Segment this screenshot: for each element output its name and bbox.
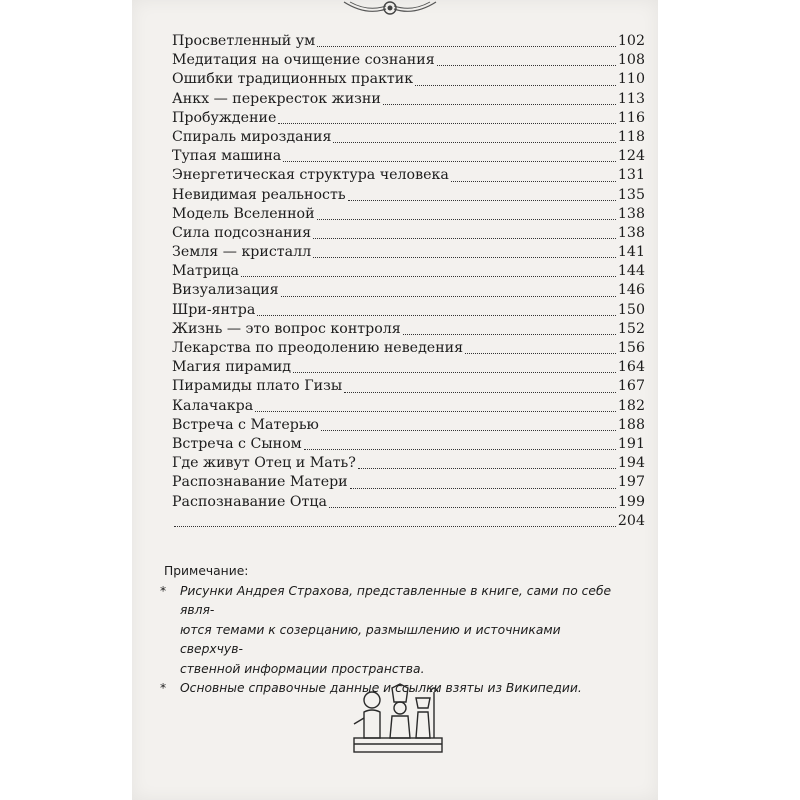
egyptian-figure-illustration <box>350 678 446 756</box>
toc-entry-title: Анкх — перекресток жизни <box>172 90 381 107</box>
toc-dot-leader <box>313 237 616 239</box>
toc-entry-title: Модель Вселенной <box>172 205 315 222</box>
toc-dot-leader <box>257 314 616 316</box>
toc-entry-title: Калачакра <box>172 397 254 414</box>
toc-entry-page: 138 <box>617 205 645 222</box>
toc-entry-page: 204 <box>617 512 645 529</box>
toc-dot-leader <box>383 103 616 105</box>
toc-entry-page: 164 <box>617 359 645 376</box>
toc-entry-page: 194 <box>617 455 645 472</box>
toc-entry-title: Визуализация <box>172 282 279 299</box>
toc-entry-title: Распознавание Отца <box>172 493 327 510</box>
toc-dot-leader <box>329 506 616 508</box>
toc-entry <box>172 224 645 243</box>
toc-entry-title: Невидимая реальность <box>172 186 346 203</box>
toc-entry-title: Тупая машина <box>172 148 282 165</box>
toc-entry-page: 110 <box>617 71 645 88</box>
toc-dot-leader <box>403 333 616 335</box>
toc-dot-leader <box>321 429 616 431</box>
toc-entry <box>172 454 645 473</box>
toc-dot-leader <box>283 160 616 162</box>
toc-entry <box>172 128 645 147</box>
toc-entry-page: 116 <box>617 109 645 126</box>
toc-dot-leader <box>304 448 616 450</box>
toc-entry-title: Ошибки традиционных практик <box>172 71 414 88</box>
toc-entry-title: Распознавание Матери <box>172 474 348 491</box>
toc-entry-title: Земля — кристалл <box>172 244 312 261</box>
toc-entry-page: 141 <box>617 244 645 261</box>
toc-entry-page: 135 <box>617 186 645 203</box>
toc-entry-title: Энергетическая структура человека <box>172 167 449 184</box>
toc-entry-page: 138 <box>617 224 645 241</box>
toc-dot-leader <box>317 45 616 47</box>
toc-entry-title: Сила подсознания <box>172 224 312 241</box>
toc-dot-leader <box>313 256 616 258</box>
toc-dot-leader <box>415 84 616 86</box>
toc-entry-title: Встреча с Матерью <box>172 416 319 433</box>
toc-entry-page: 108 <box>617 52 645 69</box>
toc-entry-page: 146 <box>617 282 645 299</box>
toc-dot-leader <box>451 180 616 182</box>
toc-entry-page: 152 <box>617 320 645 337</box>
toc-entry-title: Встреча с Сыном <box>172 435 302 452</box>
toc-entry-title: Лекарства по преодолению неведения <box>172 340 464 356</box>
toc-dot-leader <box>465 352 616 354</box>
toc-dot-leader <box>241 275 616 277</box>
toc-entry-page: 118 <box>617 128 645 145</box>
toc-entry <box>172 301 645 320</box>
toc-entry-title: Пирамиды плато Гизы <box>172 378 343 395</box>
note-marker: * <box>160 583 167 598</box>
table-of-contents <box>172 32 645 531</box>
toc-entry <box>172 397 645 416</box>
toc-entry <box>172 493 645 512</box>
toc-entry <box>172 339 645 358</box>
book-page <box>132 0 658 800</box>
toc-entry-page: 167 <box>617 378 645 395</box>
toc-entry <box>172 416 645 435</box>
toc-entry <box>172 166 645 185</box>
toc-entry <box>172 512 645 531</box>
toc-entry <box>172 205 645 224</box>
note-line: Основные справочные данные и ссылки взяты из Википедии. <box>180 681 582 695</box>
toc-dot-leader <box>293 371 616 373</box>
toc-entry-title: Матрица <box>172 263 239 280</box>
toc-entry-title: Магия пирамид <box>172 359 292 376</box>
note-line: ственной информации пространства. <box>180 661 425 676</box>
toc-dot-leader <box>255 410 616 412</box>
toc-dot-leader <box>437 64 616 66</box>
toc-entry <box>172 435 645 454</box>
toc-entry-page: 182 <box>617 397 645 414</box>
note-marker: * <box>160 681 167 695</box>
toc-entry <box>172 186 645 205</box>
toc-entry-page: 113 <box>617 90 645 107</box>
note-line: ются темами к созерцанию, размышлению и источниками сверхчув- <box>180 622 561 656</box>
toc-entry <box>172 90 645 109</box>
note-item <box>160 582 620 680</box>
toc-dot-leader <box>333 141 615 143</box>
toc-entry-page: 191 <box>617 435 645 452</box>
toc-entry <box>172 377 645 396</box>
toc-dot-leader <box>317 218 616 220</box>
toc-entry-page: 150 <box>617 301 645 318</box>
toc-dot-leader <box>278 122 616 124</box>
toc-entry <box>172 473 645 492</box>
toc-entry-page: 124 <box>617 148 645 165</box>
note-heading: Примечание: <box>164 564 249 578</box>
toc-entry <box>172 281 645 300</box>
toc-entry <box>172 51 645 70</box>
toc-entry-title: Спираль мироздания <box>172 128 332 145</box>
toc-entry <box>172 243 645 262</box>
winged-ornament-icon <box>342 0 438 18</box>
toc-entry <box>172 32 645 51</box>
toc-dot-leader <box>348 199 616 201</box>
toc-entry-page: 199 <box>617 493 645 510</box>
toc-dot-leader <box>281 295 616 297</box>
toc-entry <box>172 147 645 166</box>
toc-entry-title: Медитация на очищение сознания <box>172 52 435 69</box>
toc-entry-page: 102 <box>617 33 645 49</box>
toc-entry <box>172 70 645 89</box>
toc-entry-page: 188 <box>617 416 645 433</box>
toc-entry <box>172 358 645 377</box>
toc-entry-title: Шри-янтра <box>172 301 256 318</box>
toc-entry-page: 144 <box>617 263 645 280</box>
toc-entry-page: 197 <box>617 474 645 491</box>
toc-entry-title: Просветленный ум <box>172 33 316 49</box>
note-line: Рисунки Андрея Страхова, представленные в книге, сами по себе явля- <box>180 583 612 617</box>
toc-entry <box>172 320 645 339</box>
toc-entry-page: 156 <box>617 340 645 356</box>
toc-entry-title: Пробуждение <box>172 109 277 126</box>
toc-entry <box>172 262 645 281</box>
toc-dot-leader <box>350 487 616 489</box>
toc-entry-title: Где живут Отец и Мать? <box>172 455 356 472</box>
toc-entry <box>172 109 645 128</box>
toc-entry-page: 131 <box>617 167 645 184</box>
toc-entry-title: Жизнь — это вопрос контроля <box>172 320 401 337</box>
toc-dot-leader <box>358 467 616 469</box>
toc-dot-leader <box>344 391 616 393</box>
toc-dot-leader <box>174 525 616 527</box>
